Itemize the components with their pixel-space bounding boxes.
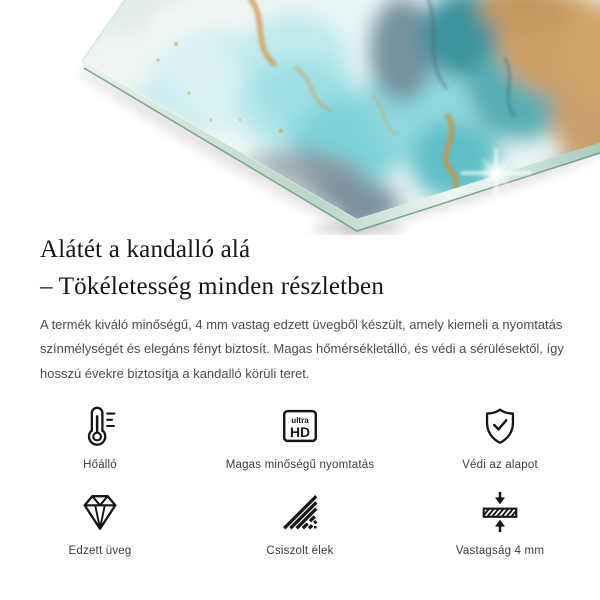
thickness-icon bbox=[477, 489, 523, 535]
badge-text-hd: HD bbox=[289, 424, 311, 441]
description-line: színmélységét és elegáns fényt biztosít. Magas hőmérsékletálló, és védi a sérülésektől, így bbox=[40, 341, 564, 357]
feature-thickness bbox=[400, 489, 600, 557]
thermometer-icon bbox=[77, 403, 123, 449]
description-line: hosszú évekre biztosítja a kandalló körüli teret. bbox=[40, 365, 310, 381]
description-line: A termék kiváló minőségű, 4 mm vastag edzett üvegből készült, amely kiemeli a nyomtatás bbox=[40, 317, 563, 332]
feature-heat-resistant bbox=[0, 403, 200, 471]
feature-label: Magas minőségű nyomtatás bbox=[225, 459, 375, 471]
feature-protects-floor bbox=[400, 403, 600, 471]
feature-label: Hőálló bbox=[83, 459, 117, 471]
title-line-2: – Tökéletesség minden részletben bbox=[40, 273, 385, 300]
feature-grid bbox=[0, 403, 600, 557]
feature-label: Csiszolt élek bbox=[266, 545, 334, 557]
product-description bbox=[40, 313, 565, 386]
feature-polished-edges bbox=[200, 489, 400, 557]
feature-label: Védi az alapot bbox=[462, 459, 538, 471]
ultra-hd-icon bbox=[277, 403, 323, 449]
badge-text-ultra: ultra bbox=[291, 416, 309, 426]
marble-print bbox=[60, 0, 600, 235]
feature-label: Edzett üveg bbox=[68, 545, 132, 557]
title-line-1: Alátét a kandalló alá bbox=[40, 236, 251, 263]
polished-edges-icon bbox=[277, 489, 323, 535]
diamond-icon bbox=[77, 489, 123, 535]
product-photo bbox=[0, 0, 600, 235]
shield-check-icon bbox=[477, 403, 523, 449]
feature-print-quality bbox=[200, 403, 400, 471]
feature-label: Vastagság 4 mm bbox=[455, 545, 545, 557]
feature-tempered-glass bbox=[0, 489, 200, 557]
page-title bbox=[40, 231, 560, 305]
